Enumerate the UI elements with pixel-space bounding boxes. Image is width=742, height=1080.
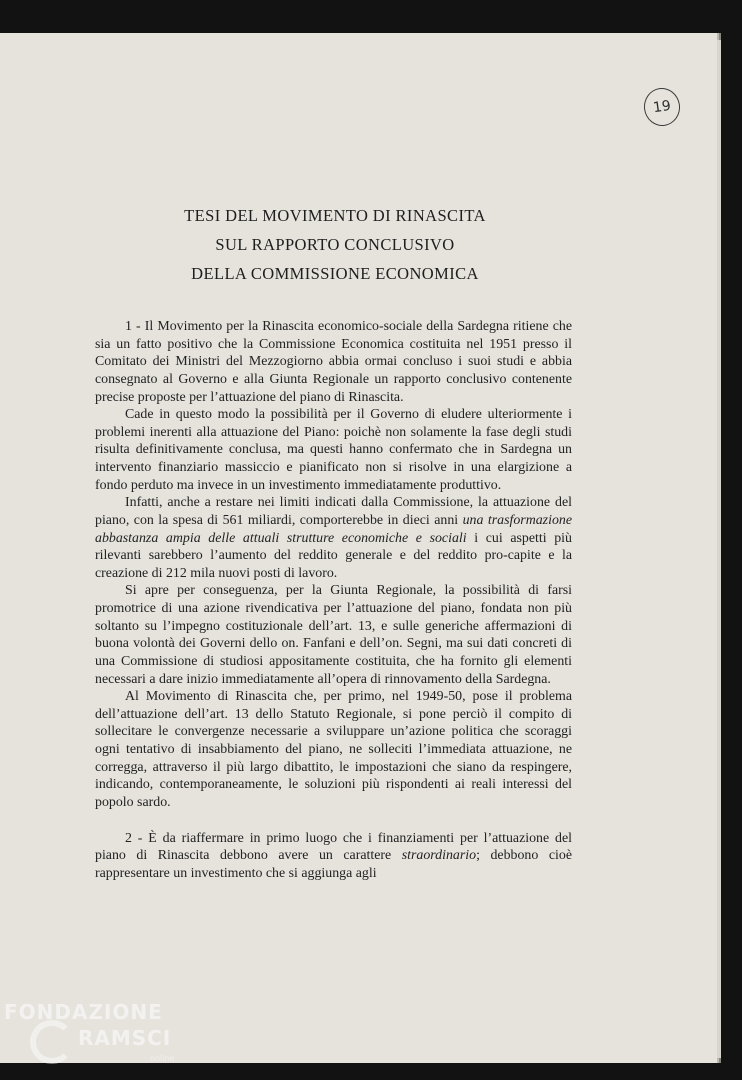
paragraph-5: Al Movimento di Rinascita che, per primo, nel 1949-50, pose il problema dell’attuazione dell’art. 13 dello Statuto Regionale, si pone perciò il compito di sollecitare le convergenze necessarie a sviluppare un’azione politica che scoraggi ogni tentativo di insabbiamento del piano, ne solleciti l’immediata attuazione, ne corregga, attraverso il più largo dibattito, le impostazioni che siano da respingere, indicando, contemporaneamente, le soluzioni più rispondenti ai reali interessi del popolo sardo.: [95, 689, 572, 810]
document-body: [95, 318, 572, 882]
page-edge: [717, 40, 721, 1058]
paragraph-3-text-b: i cui aspetti più rilevanti sarebbero l’aumento del reddito generale e del reddito pro-capite e la creazione di 212 mila nuovi posti di lavoro.: [95, 530, 572, 581]
paragraph-4: Si apre per conseguenza, per la Giunta Regionale, la possibilità di farsi promotrice di una azione rivendicativa per l’attuazione del piano, fondata non più soltanto su l’impegno costituzionale dell’art. 13, e sulle generiche affermazioni di buona volontà dei Governi dello on. Fanfani e dell’on. Segni, ma sui dati concreti di una Commissione di studiosi appositamente costituita, che ha fornito gli elementi necessari a dare inizio immediatamente all’opera di rinnovamento della Sardegna.: [95, 583, 572, 687]
watermark-line-1: FONDAZIONE: [4, 1000, 163, 1024]
title-line-1: TESI DEL MOVIMENTO DI RINASCITA: [184, 206, 486, 225]
watermark-line-2: RAMSCI: [78, 1026, 172, 1050]
paragraph-3-italic: una trasformazione abbastanza ampia delle attuali strutture economiche e sociali: [95, 512, 573, 546]
gramsci-g-logo-icon: [30, 1020, 74, 1064]
paragraph-2: Cade in questo modo la possibilità per il Governo di eludere ulteriormente i problemi inerenti alla attuazione del Piano: poichè non solamente la fase degli studi risulta definitivamente conclusa, ma questi hanno confermato che in Sardegna un intervento finanziario massiccio e pianificato non si risolve in una elargizione a fondo perduto ma invece in un investimento immediatamente produttivo.: [95, 407, 572, 493]
title-line-2: SUL RAPPORTO CONCLUSIVO: [215, 235, 455, 254]
paragraph-3-text-a: Infatti, anche a restare nei limiti indicati dalla Commissione, la attuazione del piano, con la spesa di 561 miliardi, comporterebbe in dieci anni: [95, 495, 572, 528]
paragraph-6: [95, 830, 572, 883]
folio-number: 19: [642, 86, 683, 129]
paragraph-6-italic: straordinario: [401, 848, 477, 864]
document-title: [100, 201, 570, 288]
paragraph-3: [95, 494, 572, 582]
fondazione-gramsci-watermark: [0, 998, 200, 1078]
paragraph-6-text-a: 2 - È da riaffermare in primo luogo che i finanziamenti per l’attuazione del piano di Rinascita debbono avere un carattere: [95, 830, 572, 864]
paragraph-1: 1 - Il Movimento per la Rinascita economico-sociale della Sardegna ritiene che sia un fatto positivo che la Commissione Economica costituita nel 1951 presso il Comitato dei Ministri del Mezzogiorno abbia ormai concluso i suoi studi e abbia consegnato al Governo e alla Giunta Regionale un rapporto conclusivo contenente precise proposte per l’attuazione del piano di Rinascita.: [95, 319, 572, 405]
title-line-3: DELLA COMMISSIONE ECONOMICA: [191, 264, 479, 283]
watermark-online: online: [150, 1054, 175, 1063]
document-page: [0, 33, 717, 1063]
paragraph-6-text-b: ; debbono cioè rappresentare un investimento che si aggiunga agli: [95, 848, 572, 881]
